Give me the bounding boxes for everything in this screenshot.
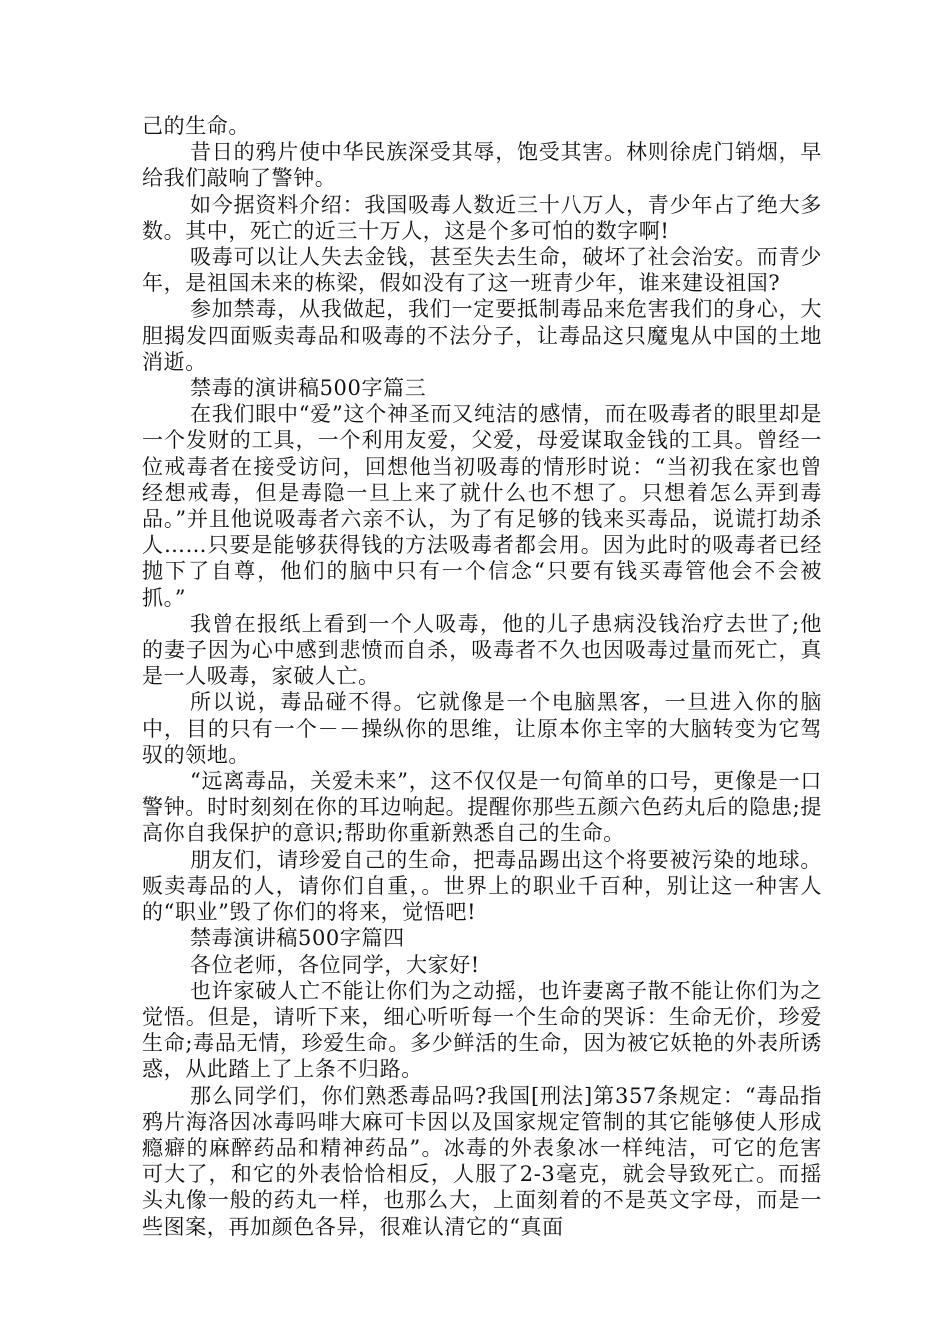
document-body (142, 113, 822, 1240)
paragraph: “远离毒品，关爱未来”，这不仅仅是一句简单的口号，更像是一口警钟。时时刻刻在你的耳边响起。提醒你那些五颜六色药丸后的隐患;提高你自我保护的意识;帮助你重新熟悉自己的生命。 (142, 769, 822, 846)
paragraph: 我曾在报纸上看到一个人吸毒，他的儿子患病没钱治疗去世了;他的妻子因为心中感到悲愤而自杀，吸毒者不久也因吸毒过量而死亡，真是一人吸毒，家破人亡。 (142, 611, 822, 689)
paragraph: 在我们眼中“爱”这个神圣而又纯洁的感情，而在吸毒者的眼里却是一个发财的工具，一个利用友爱，父爱，母爱谋取金钱的工具。曾经一位戒毒者在接受访问，回想他当初吸毒的情形时说：“当初我在家也曾经想戒毒，但是毒隐一旦上来了就什么也不想了。只想着怎么弄到毒品。”并且他说吸毒者六亲不认，为了有足够的钱来买毒品，说谎打劫杀人……只要是能够获得钱的方法吸毒者都会用。因为此时的吸毒者已经抛下了自尊，他们的脑中只有一个信念“只要有钱买毒管他会不会被抓。” (142, 402, 822, 610)
section-heading: 禁毒的演讲稿500字篇三 (190, 376, 427, 401)
paragraph: 如今据资料介绍：我国吸毒人数近三十八万人，青少年占了绝大多数。其中，死亡的近三十万人，这是个多可怕的数字啊! (142, 192, 822, 243)
section-heading: 禁毒演讲稿500字篇四 (190, 926, 405, 951)
paragraph: 所以说，毒品碰不得。它就像是一个电脑黑客，一旦进入你的脑中，目的只有一个－－操纵你的思维，让原本你主宰的大脑转变为它驾驭的领地。 (142, 690, 822, 767)
paragraph: 吸毒可以让人失去金钱，甚至失去生命，破坏了社会治安。而青少年，是祖国未来的栋梁，假如没有了这一班青少年，谁来建设祖国? (142, 245, 822, 296)
paragraph: 也许家破人亡不能让你们为之动摇，也许妻离子散不能让你们为之觉悟。但是，请听下来，细心听听每一个生命的哭诉：生命无价，珍爱生命;毒品无情，珍爱生命。多少鲜活的生命，因为被它妖艳的外表所诱惑，从此踏上了上条不归路。 (142, 978, 822, 1082)
paragraph: 参加禁毒，从我做起，我们一定要抵制毒品来危害我们的身心，大胆揭发四面贩卖毒品和吸毒的不法分子，让毒品这只魔鬼从中国的土地消逝。 (142, 297, 822, 374)
paragraph: 那么同学们，你们熟悉毒品吗?我国[刑法]第357条规定：“毒品指鸦片海洛因冰毒吗啡大麻可卡因以及国家规定管制的其它能够使人形成瘾癖的麻醉药品和精神药品”。冰毒的外表象冰一样纯洁，可它的危害可大了，和它的外表恰恰相反，人服了2-3毫克，就会导致死亡。而摇头丸像一般的药丸一样，也那么大，上面刻着的不是英文字母，而是一些图案，再加颜色各异，很难认清它的“真面 (142, 1083, 822, 1239)
paragraph-continuation: 己的生命。 (142, 114, 250, 138)
paragraph: 朋友们，请珍爱自己的生命，把毒品踢出这个将要被污染的地球。贩卖毒品的人，请你们自重，。世界上的职业千百种，别让这一种害人的“职业”毁了你们的将来，觉悟吧! (142, 847, 822, 925)
paragraph: 昔日的鸦片使中华民族深受其辱，饱受其害。林则徐虎门销烟，早给我们敲响了警钟。 (142, 140, 822, 191)
greeting: 各位老师，各位同学，大家好! (190, 952, 480, 977)
